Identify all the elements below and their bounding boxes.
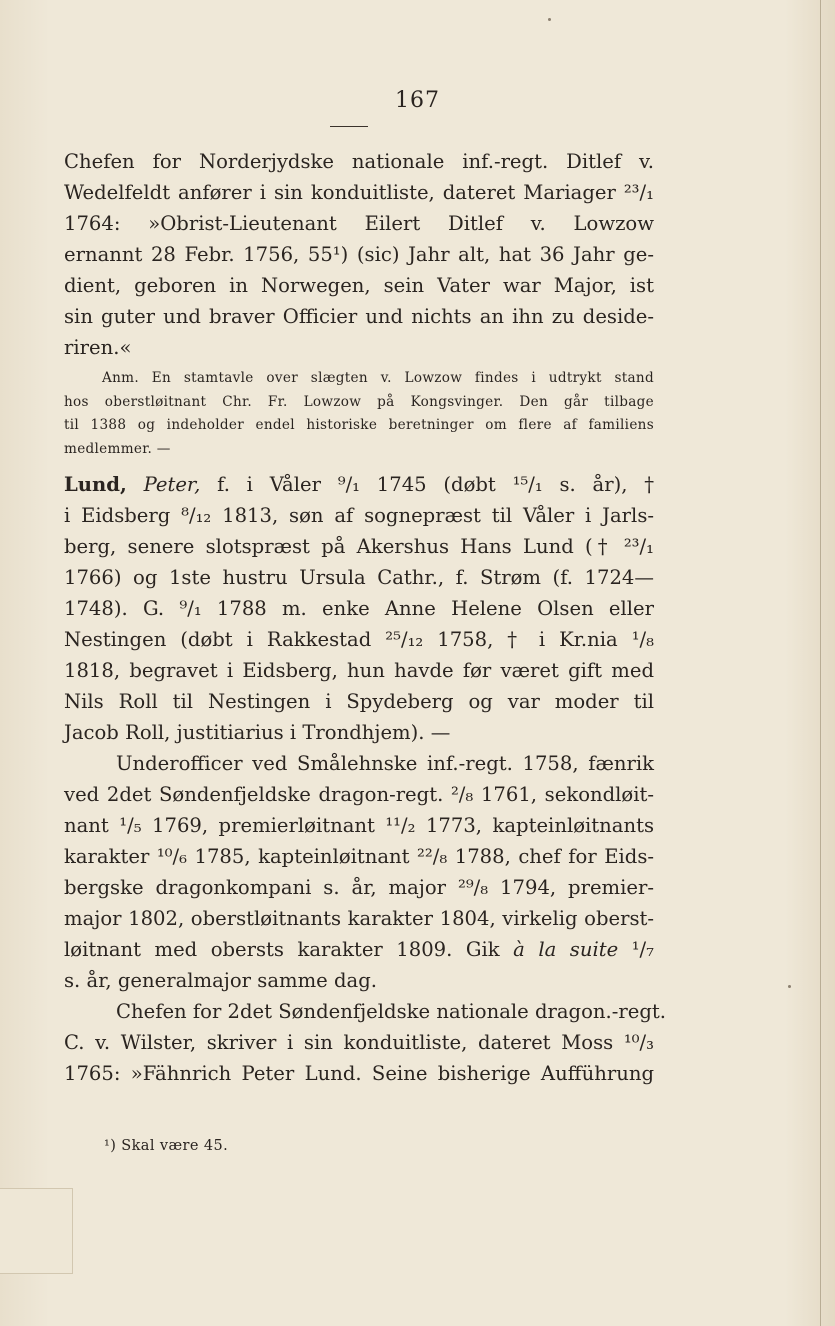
text-line: bergske dragonkompani s. år, major ²⁹/₈ 1794, premier- [64,876,654,899]
text-line: s. år, generalmajor samme dag. [64,969,377,992]
text-line: ved 2det Søndenfjeldske dragon-regt. ²/₈ 1761, sekondløit- [64,783,654,806]
annotation-line: hos oberstløitnant Chr. Fr. Lowzow på Kongsvinger. Den går tilbage [64,393,654,410]
page-number: 167 [395,88,440,113]
entry-heading-line [64,469,654,500]
text-line: 1766) og 1ste hustru Ursula Cathr., f. Strøm (f. 1724— [64,566,654,589]
page-number-rule [330,126,368,127]
annotation-line: Anm. En stamtavle over slægten v. Lowzow findes i udtrykt stand [102,370,654,386]
text-line: 1748). G. ⁹/₁ 1788 m. enke Anne Helene Olsen eller [64,597,654,620]
text-line: ernannt 28 Febr. 1756, 55¹) (sic) Jahr alt, hat 36 Jahr ge- [64,243,654,266]
text-line: Jacob Roll, justitiarius i Trondhjem). — [64,721,451,744]
margin-tab [0,1188,73,1274]
text-line: Wedelfeldt anfører i sin konduitliste, dateret Mariager ²³/₁ [64,181,654,204]
text-line: sin guter und braver Officier und nichts an ihn zu deside- [64,305,654,328]
entry-heading-rest: f. i Våler ⁹/₁ 1745 (døbt ¹⁵/₁ s. år), † [217,473,655,496]
annotation-line: medlemmer. — [64,440,171,457]
page-edge-line [820,0,821,1326]
text-line: Chefen for 2det Søndenfjeldske nationale dragon.-regt. [116,1000,666,1023]
entry-surname: Lund, [64,473,127,496]
text-line: Chefen for Norderjydske nationale inf.-regt. Ditlef v. [64,150,654,173]
paper-speck [548,18,551,21]
text-line: Nils Roll til Nestingen i Spydeberg og var moder til [64,690,654,713]
text-line: i Eidsberg ⁸/₁₂ 1813, søn af sognepræst til Våler i Jarls- [64,504,654,527]
text-line: dient, geboren in Norwegen, sein Vater war Major, ist [64,274,654,297]
page-text [64,146,666,1089]
footnote: ¹) Skal være 45. [104,1138,229,1154]
text-line: major 1802, oberstløitnants karakter 1804, virkelig oberst- [64,907,654,930]
text-line: 1765: »Fähnrich Peter Lund. Seine bisherige Aufführung [64,1062,654,1085]
text-line: riren.« [64,336,132,359]
suite-line-start: løitnant med obersts karakter 1809. Gik [64,938,500,961]
text-line: karakter ¹⁰/₆ 1785, kapteinløitnant ²²/₈ 1788, chef for Eids- [64,845,654,868]
text-line: Nestingen (døbt i Rakkestad ²⁵/₁₂ 1758, † i Kr.nia ¹/₈ [64,628,654,651]
text-line: berg, senere slotspræst på Akershus Hans Lund († ²³/₁ [64,535,654,558]
text-line: Underofficer ved Smålehnske inf.-regt. 1758, fænrik [116,752,654,775]
text-line: 1818, begravet i Eidsberg, hun havde før været gift med [64,659,654,682]
annotation-line: til 1388 og indeholder endel historiske beretninger om flere af familiens [64,417,654,433]
suite-date: ¹/₇ [631,938,655,961]
text-line: C. v. Wilster, skriver i sin konduitliste, dateret Moss ¹⁰/₃ [64,1031,654,1054]
suite-line [64,934,654,965]
entry-given-name: Peter, [143,473,201,496]
suite-phrase: à la suite [513,938,619,961]
text-line: 1764: »Obrist-Lieutenant Eilert Ditlef v. Lowzow [64,212,654,235]
text-line: nant ¹/₅ 1769, premierløitnant ¹¹/₂ 1773, kapteinløitnants [64,814,654,837]
paper-speck [788,985,791,988]
